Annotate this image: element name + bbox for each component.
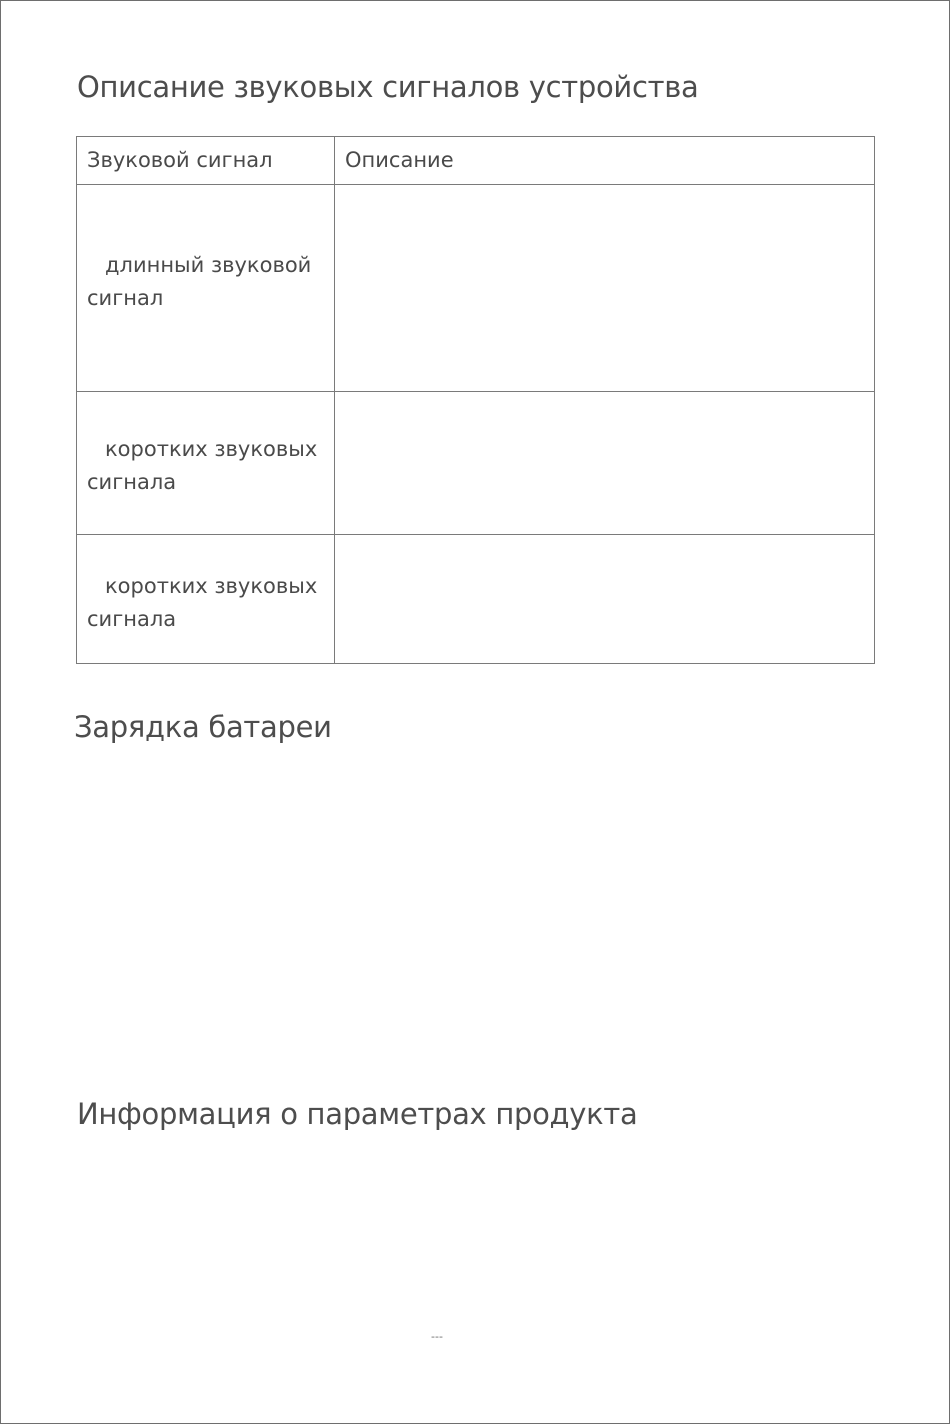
description-cell bbox=[335, 392, 875, 535]
page-number: --- bbox=[431, 1330, 443, 1343]
table-row bbox=[77, 535, 875, 664]
table-header-row bbox=[77, 137, 875, 185]
description-cell bbox=[335, 185, 875, 392]
signal-cell bbox=[77, 392, 335, 535]
signal-text-line2: сигнала bbox=[87, 470, 177, 494]
signal-text-line2: сигнала bbox=[87, 607, 177, 631]
description-cell bbox=[335, 535, 875, 664]
signal-cell bbox=[77, 185, 335, 392]
signal-text-line1: коротких звуковых bbox=[105, 574, 318, 598]
column-header-description: Описание bbox=[335, 137, 875, 185]
sound-signals-table bbox=[76, 136, 875, 664]
battery-charging-heading: Зарядка батареи bbox=[74, 710, 332, 744]
column-header-signal: Звуковой сигнал bbox=[77, 137, 335, 185]
signal-text-line1: длинный звуковой bbox=[105, 253, 312, 277]
signal-cell bbox=[77, 535, 335, 664]
signal-text-line2: сигнал bbox=[87, 286, 164, 310]
signal-text-line1: коротких звуковых bbox=[105, 437, 318, 461]
sound-signals-heading: Описание звуковых сигналов устройства bbox=[77, 70, 699, 104]
table-row bbox=[77, 185, 875, 392]
table-row bbox=[77, 392, 875, 535]
product-parameters-heading: Информация о параметрах продукта bbox=[77, 1097, 638, 1131]
